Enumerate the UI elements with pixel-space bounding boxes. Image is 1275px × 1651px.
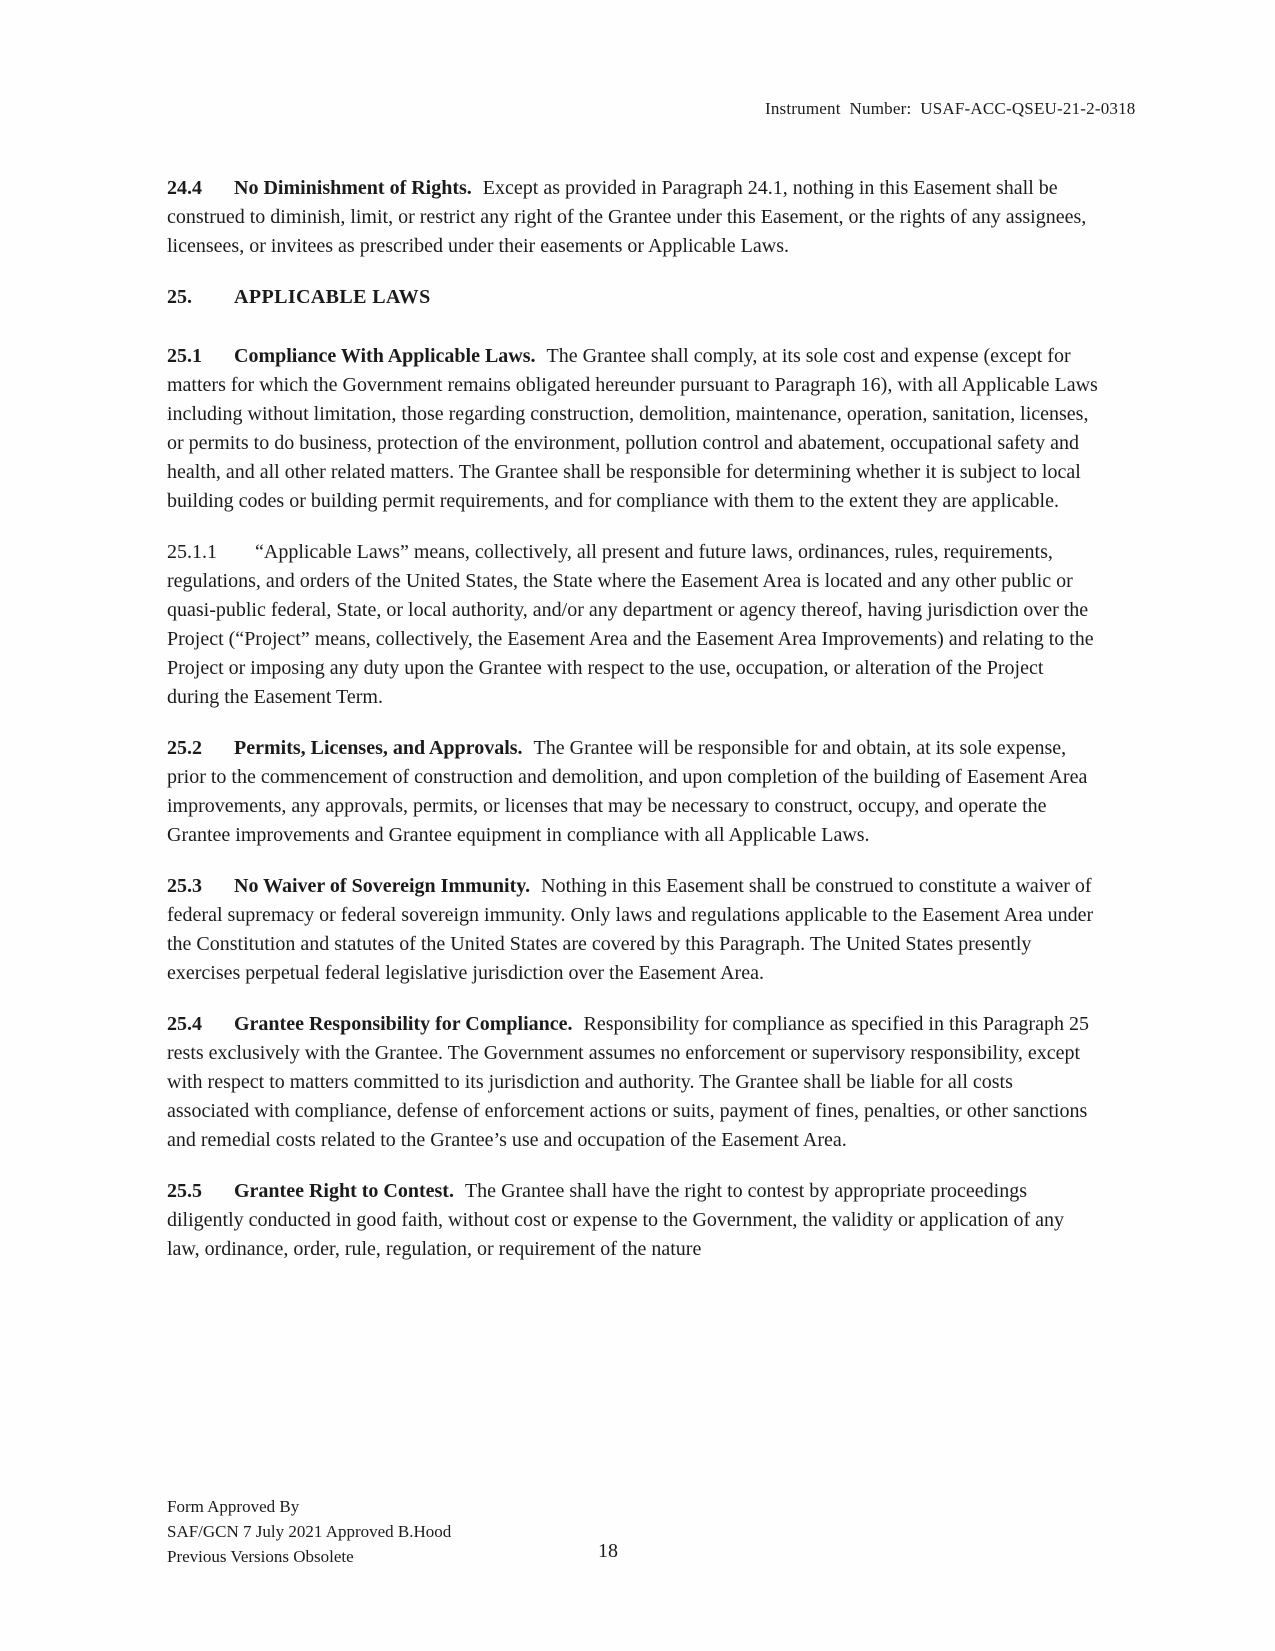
paragraph-25-4 — [167, 1010, 1099, 1155]
paragraph-25-1 — [167, 342, 1099, 516]
paragraph-25-2 — [167, 734, 1099, 850]
paragraph-number: 25.1.1 — [167, 541, 217, 563]
paragraph-body: Responsibility for compliance as specified in this Paragraph 25 rests exclusively with the Grantee. The Government assumes no enforcement or supervisory responsibility, except with respect to matters committed to its jurisdiction and authority. The Grantee shall be liable for all costs associated with compliance, defense of enforcement actions or suits, payment of fines, penalties, or other sanctions and remedial costs related to the Grantee’s use and occupation of the Easement Area. — [167, 1013, 1089, 1151]
section-title: APPLICABLE LAWS — [234, 286, 431, 308]
paragraph-body: The Grantee shall have the right to contest by appropriate proceedings diligently conducted in good faith, without cost or expense to the Government, the validity or application of any law, ordinance, order, rule, regulation, or requirement of the nature — [167, 1180, 1065, 1260]
instrument-number: Instrument Number: USAF-ACC-QSEU-21-2-0318 — [765, 99, 1136, 118]
paragraph-body: “Applicable Laws” means, collectively, all present and future laws, ordinances, rules, requirements, regulations, and orders of the United States, the State where the Easement Area is located and any other public or quasi-public federal, State, or local authority, and/or any department or agency thereof, having jurisdiction over the Project (“Project” means, collectively, the Easement Area and the Easement Area Improvements) and relating to the Project or imposing any duty upon the Grantee with respect to the use, occupation, or alteration of the Project during the Easement Term. — [167, 541, 1094, 708]
paragraph-number: 25.3 — [167, 875, 202, 897]
paragraph-number: 25.1 — [167, 345, 202, 367]
paragraph-number: 25.5 — [167, 1180, 202, 1202]
paragraph-25-3 — [167, 872, 1099, 988]
form-approval-footer — [167, 1494, 451, 1569]
paragraph-25-5 — [167, 1177, 1099, 1264]
paragraph-title: Permits, Licenses, and Approvals. — [234, 737, 523, 759]
page-number: 18 — [598, 1540, 618, 1562]
paragraph-body: Nothing in this Easement shall be construed to constitute a waiver of federal supremacy or federal sovereign immunity. Only laws and regulations applicable to the Easement Area under the Constitution and statutes of the United States are covered by this Paragraph. The United States presently exercises perpetual federal legislative jurisdiction over the Easement Area. — [167, 875, 1094, 984]
paragraph-title: Compliance With Applicable Laws. — [234, 345, 536, 367]
section-number: 25. — [167, 286, 192, 308]
paragraph-title: No Diminishment of Rights. — [234, 177, 472, 199]
paragraph-25-1-1 — [167, 538, 1099, 712]
paragraph-number: 24.4 — [167, 177, 202, 199]
section-heading-25 — [167, 283, 1099, 312]
paragraph-body: The Grantee will be responsible for and obtain, at its sole expense, prior to the commencement of construction and demolition, and upon completion of the building of Easement Area improvements, any approvals, permits, or licenses that may be necessary to construct, occupy, and operate the Grantee improvements and Grantee equipment in compliance with all Applicable Laws. — [167, 737, 1088, 846]
footer-line-3: Previous Versions Obsolete — [167, 1547, 354, 1566]
paragraph-title: Grantee Right to Contest. — [234, 1180, 454, 1202]
paragraph-number: 25.2 — [167, 737, 202, 759]
paragraph-24-4 — [167, 174, 1099, 261]
paragraph-body: The Grantee shall comply, at its sole cost and expense (except for matters for which the Government remains obligated hereunder pursuant to Paragraph 16), with all Applicable Laws including without limitation, those regarding construction, demolition, maintenance, operation, sanitation, licenses, or permits to do business, protection of the environment, pollution control and abatement, occupational safety and health, and all other related matters. The Grantee shall be responsible for determining whether it is subject to local building codes or building permit requirements, and for compliance with them to the extent they are applicable. — [167, 345, 1098, 512]
footer-line-2: SAF/GCN 7 July 2021 Approved B.Hood — [167, 1522, 452, 1541]
paragraph-title: Grantee Responsibility for Compliance. — [234, 1013, 573, 1035]
document-body — [167, 174, 1099, 1286]
footer-line-1: Form Approved By — [167, 1497, 300, 1516]
paragraph-number: 25.4 — [167, 1013, 202, 1035]
paragraph-title: No Waiver of Sovereign Immunity. — [234, 875, 531, 897]
paragraph-body: Except as provided in Paragraph 24.1, nothing in this Easement shall be construed to diminish, limit, or restrict any right of the Grantee under this Easement, or the rights of any assignees, licensees, or invitees as prescribed under their easements or Applicable Laws. — [167, 177, 1087, 257]
